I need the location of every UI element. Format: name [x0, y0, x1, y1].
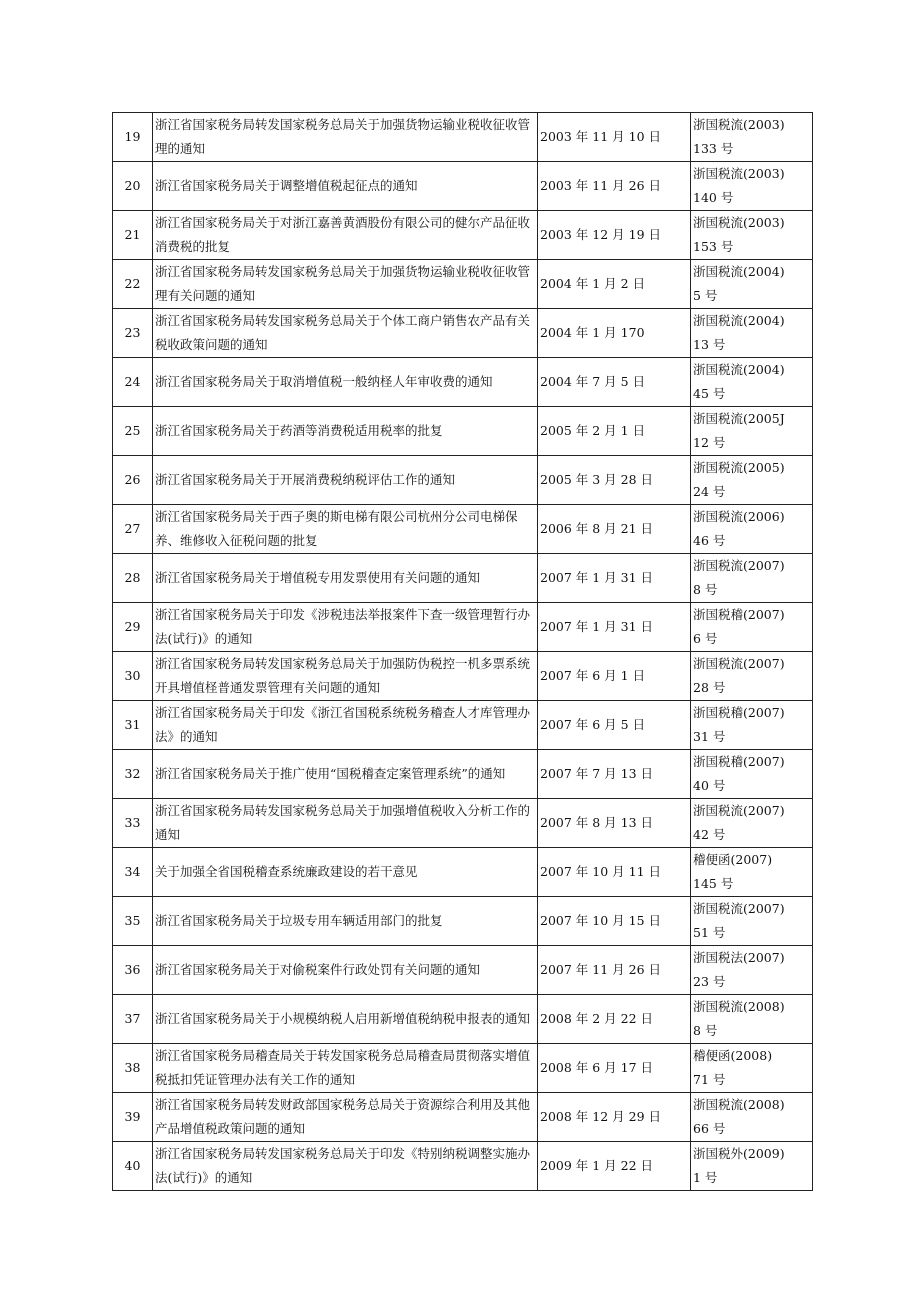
document-title: 浙江省国家税务局转发国家税务总局关于加强增值税收入分析工作的通知	[153, 799, 538, 848]
document-number-suffix: 66 号	[693, 1121, 726, 1136]
document-number-prefix: 浙国税法(2007)	[693, 950, 785, 965]
issue-date: 2003 年 11 月 10 日	[538, 113, 691, 162]
document-number	[691, 260, 813, 309]
document-number-suffix: 13 号	[693, 337, 726, 352]
row-number: 29	[113, 603, 153, 652]
document-number	[691, 946, 813, 995]
table-row	[113, 211, 813, 260]
issue-date: 2007 年 6 月 5 日	[538, 701, 691, 750]
issue-date: 2007 年 8 月 13 日	[538, 799, 691, 848]
row-number: 19	[113, 113, 153, 162]
issue-date: 2007 年 10 月 11 日	[538, 848, 691, 897]
table-body	[113, 113, 813, 1191]
issue-date: 2007 年 1 月 31 日	[538, 603, 691, 652]
document-title: 浙江省国家税务局转发国家税务总局关于加强防伪税控一机多票系统开具增值柽普通发票管理有关问题的通知	[153, 652, 538, 701]
document-number-suffix: 5 号	[693, 288, 718, 303]
table-row	[113, 456, 813, 505]
document-number-suffix: 140 号	[693, 190, 734, 205]
document-number	[691, 1044, 813, 1093]
document-number	[691, 113, 813, 162]
row-number: 40	[113, 1142, 153, 1191]
document-number-suffix: 12 号	[693, 435, 726, 450]
document-number-prefix: 浙国税流(2005)	[693, 460, 785, 475]
document-number	[691, 554, 813, 603]
document-number	[691, 897, 813, 946]
document-number	[691, 456, 813, 505]
document-number-prefix: 浙国税流(2003)	[693, 117, 785, 132]
table-row	[113, 162, 813, 211]
document-number-prefix: 浙国税流(2008)	[693, 1097, 785, 1112]
issue-date: 2007 年 1 月 31 日	[538, 554, 691, 603]
document-title: 浙江省国家税务局关于印发《涉税违法举报案件下查一级管理暂行办法(试行)》的通知	[153, 603, 538, 652]
document-title: 浙江省国家税务局关于增值税专用发票使用有关问题的通知	[153, 554, 538, 603]
document-title: 浙江省国家税务局关于取消增值税一般纳柽人年审收费的通知	[153, 358, 538, 407]
issue-date: 2004 年 1 月 2 日	[538, 260, 691, 309]
document-number-prefix: 浙国税流(2006)	[693, 509, 785, 524]
document-title: 浙江省国家税务局关于药酒等消费税适用税率的批复	[153, 407, 538, 456]
document-number-suffix: 153 号	[693, 239, 734, 254]
table-row	[113, 358, 813, 407]
document-title: 浙江省国家税务局关于垃圾专用车辆适用部门的批复	[153, 897, 538, 946]
table-row	[113, 260, 813, 309]
document-number-suffix: 8 号	[693, 582, 718, 597]
row-number: 22	[113, 260, 153, 309]
document-number-prefix: 浙国税外(2009)	[693, 1146, 785, 1161]
issue-date: 2007 年 11 月 26 日	[538, 946, 691, 995]
issue-date: 2005 年 3 月 28 日	[538, 456, 691, 505]
document-number-suffix: 1 号	[693, 1170, 718, 1185]
document-number-prefix: 浙国税流(2005J	[693, 411, 785, 426]
document-title: 浙江省国家税务局关于开展消费税纳税评估工作的通知	[153, 456, 538, 505]
document-number-suffix: 23 号	[693, 974, 726, 989]
document-title: 浙江省国家税务局关于西子奥的斯电梯有限公司杭州分公司电梯保养、维修收入征税问题的批复	[153, 505, 538, 554]
document-number	[691, 848, 813, 897]
table-row	[113, 505, 813, 554]
issue-date: 2004 年 1 月 170	[538, 309, 691, 358]
table-row	[113, 1044, 813, 1093]
document-number-prefix: 浙国税流(2003)	[693, 215, 785, 230]
document-number-prefix: 稽便函(2007)	[693, 852, 773, 867]
table-row	[113, 309, 813, 358]
document-title: 浙江省国家税务局关于对偷税案件行政处罚有关问题的通知	[153, 946, 538, 995]
document-title: 浙江省国家税务局关于小规模纳税人启用新增值税纳税申报表的通知	[153, 995, 538, 1044]
document-number-prefix: 浙国税流(2003)	[693, 166, 785, 181]
document-number	[691, 162, 813, 211]
document-title: 浙江省国家税务局转发国家税务总局关于加强货物运输业税收征收管理有关问题的通知	[153, 260, 538, 309]
issue-date: 2007 年 7 月 13 日	[538, 750, 691, 799]
row-number: 24	[113, 358, 153, 407]
document-number	[691, 309, 813, 358]
document-number-suffix: 31 号	[693, 729, 726, 744]
document-title: 浙江省国家税务局关于印发《浙江省国税系统税务稽查人才库管理办法》的通知	[153, 701, 538, 750]
document-title: 浙江省国家税务局关于对浙江嘉善黄酒股份有限公司的健尔产品征收消费税的批复	[153, 211, 538, 260]
issue-date: 2008 年 12 月 29 日	[538, 1093, 691, 1142]
document-number-suffix: 42 号	[693, 827, 726, 842]
issue-date: 2007 年 10 月 15 日	[538, 897, 691, 946]
document-number-prefix: 稽便函(2008)	[693, 1048, 773, 1063]
issue-date: 2003 年 12 月 19 日	[538, 211, 691, 260]
row-number: 23	[113, 309, 153, 358]
document-number-suffix: 40 号	[693, 778, 726, 793]
row-number: 28	[113, 554, 153, 603]
document-number-suffix: 45 号	[693, 386, 726, 401]
document-number	[691, 1093, 813, 1142]
document-number-prefix: 浙国税流(2004)	[693, 313, 785, 328]
document-number-prefix: 浙国税流(2007)	[693, 803, 785, 818]
document-title: 浙江省国家税务局转发国家税务总局关于印发《特别纳税调整实施办法(试行)》的通知	[153, 1142, 538, 1191]
table-row	[113, 603, 813, 652]
row-number: 34	[113, 848, 153, 897]
document-number	[691, 995, 813, 1044]
document-number	[691, 358, 813, 407]
document-number-prefix: 浙国税流(2007)	[693, 558, 785, 573]
table-row	[113, 407, 813, 456]
document-number-prefix: 浙国税流(2008)	[693, 999, 785, 1014]
document-number	[691, 407, 813, 456]
row-number: 33	[113, 799, 153, 848]
document-title: 浙江省国家税务局稽查局关于转发国家税务总局稽查局贯彻落实增值税抵扣凭证管理办法有关工作的通知	[153, 1044, 538, 1093]
document-number-prefix: 浙国税流(2004)	[693, 264, 785, 279]
document-number-suffix: 28 号	[693, 680, 726, 695]
row-number: 30	[113, 652, 153, 701]
document-number-suffix: 133 号	[693, 141, 734, 156]
document-number-prefix: 浙国税稽(2007)	[693, 754, 785, 769]
row-number: 37	[113, 995, 153, 1044]
row-number: 26	[113, 456, 153, 505]
document-title: 浙江省国家税务局关于推广使用“国税稽查定案管理系统”的通知	[153, 750, 538, 799]
document-number	[691, 1142, 813, 1191]
document-number	[691, 211, 813, 260]
document-number-prefix: 浙国税稽(2007)	[693, 607, 785, 622]
table-row	[113, 750, 813, 799]
table-row	[113, 1142, 813, 1191]
table-row	[113, 995, 813, 1044]
table-row	[113, 897, 813, 946]
issue-date: 2005 年 2 月 1 日	[538, 407, 691, 456]
document-title: 浙江省国家税务局转发国家税务总局关于加强货物运输业税收征收管理的通知	[153, 113, 538, 162]
issue-date: 2004 年 7 月 5 日	[538, 358, 691, 407]
document-number	[691, 701, 813, 750]
document-number	[691, 750, 813, 799]
table-row	[113, 701, 813, 750]
issue-date: 2003 年 11 月 26 日	[538, 162, 691, 211]
row-number: 36	[113, 946, 153, 995]
document-table	[112, 112, 813, 1191]
document-number	[691, 799, 813, 848]
issue-date: 2008 年 6 月 17 日	[538, 1044, 691, 1093]
document-number-prefix: 浙国税稽(2007)	[693, 705, 785, 720]
row-number: 21	[113, 211, 153, 260]
table-row	[113, 799, 813, 848]
issue-date: 2009 年 1 月 22 日	[538, 1142, 691, 1191]
document-number	[691, 505, 813, 554]
table-row	[113, 652, 813, 701]
table-row	[113, 554, 813, 603]
document-number-suffix: 46 号	[693, 533, 726, 548]
issue-date: 2006 年 8 月 21 日	[538, 505, 691, 554]
row-number: 31	[113, 701, 153, 750]
row-number: 25	[113, 407, 153, 456]
document-title: 浙江省国家税务局关于调整增值税起征点的通知	[153, 162, 538, 211]
row-number: 35	[113, 897, 153, 946]
issue-date: 2007 年 6 月 1 日	[538, 652, 691, 701]
table-row	[113, 113, 813, 162]
document-title: 浙江省国家税务局转发国家税务总局关于个体工商户销售农产品有关税收政策问题的通知	[153, 309, 538, 358]
document-number-suffix: 71 号	[693, 1072, 726, 1087]
table-row	[113, 1093, 813, 1142]
document-number-suffix: 6 号	[693, 631, 718, 646]
document-number-prefix: 浙国税流(2004)	[693, 362, 785, 377]
document-title: 浙江省国家税务局转发财政部国家税务总局关于资源综合利用及其他产品增值税政策问题的通知	[153, 1093, 538, 1142]
document-title: 关于加强全省国税稽查系统廉政建设的若干意见	[153, 848, 538, 897]
table-row	[113, 946, 813, 995]
row-number: 39	[113, 1093, 153, 1142]
document-number-suffix: 145 号	[693, 876, 734, 891]
row-number: 32	[113, 750, 153, 799]
issue-date: 2008 年 2 月 22 日	[538, 995, 691, 1044]
document-number-prefix: 浙国税流(2007)	[693, 901, 785, 916]
row-number: 38	[113, 1044, 153, 1093]
document-number	[691, 603, 813, 652]
document-number-suffix: 51 号	[693, 925, 726, 940]
document-number	[691, 652, 813, 701]
document-number-prefix: 浙国税流(2007)	[693, 656, 785, 671]
row-number: 20	[113, 162, 153, 211]
document-number-suffix: 24 号	[693, 484, 726, 499]
table-row	[113, 848, 813, 897]
document-number-suffix: 8 号	[693, 1023, 718, 1038]
row-number: 27	[113, 505, 153, 554]
